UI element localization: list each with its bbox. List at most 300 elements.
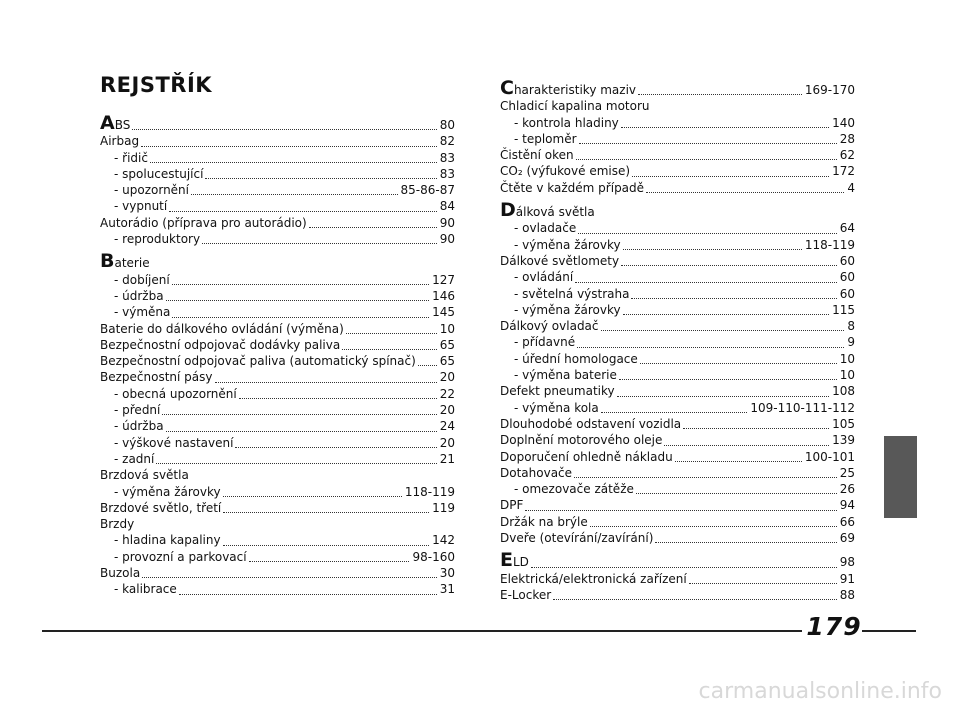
entry-label (100, 353, 416, 369)
entry-label (100, 418, 164, 434)
dot-leader (531, 566, 837, 568)
entry-text: Čistění oken (500, 148, 574, 163)
entry-text: - vypnutí (114, 199, 168, 214)
entry-text: - výměna žárovky (514, 302, 621, 317)
section-initial: C (500, 77, 514, 99)
section-initial: D (500, 199, 516, 222)
entry-label (500, 481, 634, 497)
entry-label (500, 115, 619, 131)
entry-text: - údržba (114, 288, 164, 303)
index-subentry (500, 351, 855, 367)
entry-text: Bezpečnostní odpojovač paliva (automatický spínač) (100, 354, 416, 369)
entry-page: 4 (847, 180, 855, 195)
dot-leader (655, 541, 836, 543)
entry-label (500, 334, 575, 350)
entry-page: 26 (839, 482, 855, 497)
dot-leader (239, 397, 437, 399)
entry-label (100, 182, 189, 198)
entry-page: 9 (847, 335, 855, 350)
entry-page: 65 (439, 354, 455, 369)
dot-leader (638, 93, 802, 95)
index-subentry (500, 481, 855, 497)
entry-page: 115 (832, 302, 855, 317)
entry-text: - údržba (114, 419, 164, 434)
entry-page: 20 (439, 370, 455, 385)
index-entry (100, 321, 455, 337)
index-subentry (100, 150, 455, 166)
index-subentry (100, 166, 455, 182)
dot-leader (621, 126, 829, 128)
index-subentry (100, 304, 455, 320)
dot-leader (579, 142, 837, 144)
entry-text: Baterie do dálkového ovládání (výměna) (100, 321, 344, 336)
entry-text: Čtěte v každém případě (500, 180, 645, 195)
entry-text: - výměna (114, 305, 171, 320)
entry-page: 80 (439, 118, 455, 132)
entry-text: - zadní (114, 451, 155, 466)
dot-leader (601, 329, 845, 331)
dot-leader (576, 158, 837, 160)
entry-label (500, 587, 551, 603)
entry-label (100, 532, 221, 548)
index-entry (100, 565, 455, 581)
entry-label (500, 318, 599, 334)
index-title: REJSTŘÍK (100, 73, 213, 97)
entry-text: - dobíjení (114, 272, 170, 287)
entry-label (100, 272, 170, 288)
index-entry (100, 133, 455, 149)
entry-label (500, 367, 617, 383)
entry-page: 146 (432, 288, 455, 303)
dot-leader (223, 511, 429, 513)
index-subentry (500, 220, 855, 236)
entry-label (100, 166, 203, 182)
dot-leader (191, 193, 398, 195)
index-entry (100, 337, 455, 353)
dot-leader (172, 316, 429, 318)
entry-page: 90 (439, 232, 455, 247)
dot-leader (309, 226, 437, 228)
dot-leader (617, 395, 829, 397)
index-subentry (500, 400, 855, 416)
index-subentry (100, 288, 455, 304)
section-gap (100, 247, 455, 255)
entry-label (100, 369, 213, 385)
entry-text: Elektrická/elektronická zařízení (500, 571, 687, 586)
entry-label (500, 497, 523, 513)
section-initial: A (100, 112, 115, 134)
entry-page: 31 (439, 582, 455, 597)
entry-text: - provozní a parkovací (114, 549, 247, 564)
entry-label (500, 549, 529, 572)
entry-page: 69 (839, 531, 855, 546)
entry-label (100, 337, 340, 353)
dot-leader (156, 462, 436, 464)
entry-text: Dálkový ovladač (500, 319, 599, 334)
entry-text: Brzdy (100, 517, 135, 532)
entry-page: 118-119 (404, 484, 455, 499)
dot-leader (664, 444, 829, 446)
dot-leader (683, 427, 829, 429)
entry-text: Chladicí kapalina motoru (500, 99, 650, 114)
entry-page: 65 (439, 337, 455, 352)
entry-label (500, 199, 595, 222)
dot-leader (646, 191, 844, 193)
entry-label (100, 581, 177, 597)
entry-page: 60 (839, 286, 855, 301)
dot-leader (179, 593, 437, 595)
index-subentry (100, 182, 455, 198)
index-entry (500, 163, 855, 179)
index-entry (100, 467, 455, 483)
entry-page: 60 (839, 253, 855, 268)
dot-leader (575, 281, 837, 283)
dot-leader (619, 378, 837, 380)
entry-page: 10 (839, 351, 855, 366)
index-entry (500, 465, 855, 481)
entry-label (500, 163, 630, 179)
entry-label (500, 571, 687, 587)
entry-label (500, 416, 681, 432)
entry-page: 140 (832, 115, 855, 130)
index-entry (100, 353, 455, 369)
dot-leader (418, 364, 437, 366)
index-entry (500, 587, 855, 603)
entry-page: 82 (439, 134, 455, 149)
entry-label (100, 484, 221, 500)
entry-label (100, 321, 344, 337)
index-subentry (500, 131, 855, 147)
entry-page: 64 (839, 221, 855, 236)
entry-label (100, 549, 247, 565)
entry-page: 100-101 (804, 449, 855, 464)
entry-label (500, 131, 577, 147)
entry-text: Dlouhodobé odstavení vozidla (500, 416, 682, 431)
dot-leader (166, 430, 437, 432)
dot-leader (525, 509, 836, 511)
dot-leader (601, 411, 748, 413)
entry-page: 91 (839, 571, 855, 586)
entry-text: Autorádio (příprava pro autorádio) (100, 215, 307, 230)
entry-label (100, 386, 237, 402)
entry-label (100, 516, 134, 532)
entry-page: 84 (439, 199, 455, 214)
entry-text: Brzdové světlo, třetí (100, 500, 222, 515)
entry-page: 24 (439, 419, 455, 434)
entry-label (500, 465, 572, 481)
entry-page: 169-170 (804, 83, 855, 97)
entry-text: Dotahovače (500, 465, 573, 480)
index-subentry (100, 581, 455, 597)
entry-text: CO₂ (výfukové emise) (500, 164, 631, 179)
entry-label (500, 253, 619, 269)
entry-text: Doplnění motorového oleje (500, 433, 663, 448)
entry-text: - teploměr (514, 131, 577, 146)
entry-label (500, 400, 599, 416)
index-subentry (500, 334, 855, 350)
index-entry (100, 250, 455, 273)
watermark: carmanualsonline.info (698, 679, 942, 704)
dot-leader (640, 362, 837, 364)
entry-label (500, 237, 621, 253)
index-subentry (500, 115, 855, 131)
entry-text: Brzdová světla (100, 468, 189, 483)
index-entry (500, 383, 855, 399)
entry-label (100, 288, 164, 304)
entry-text: - hladina kapaliny (114, 533, 221, 548)
dot-leader (172, 283, 429, 285)
index-entry (100, 500, 455, 516)
entry-text: Dveře (otevírání/zavírání) (500, 531, 654, 546)
index-entry (500, 253, 855, 269)
entry-page: 30 (439, 566, 455, 581)
index-subentry (100, 402, 455, 418)
entry-label (500, 77, 637, 99)
dot-leader (162, 413, 436, 415)
entry-page: 21 (439, 451, 455, 466)
page-number: 179 (806, 612, 862, 641)
entry-page: 28 (839, 131, 855, 146)
dot-leader (636, 492, 837, 494)
index-entry (500, 318, 855, 334)
entry-text: - přídavné (514, 335, 576, 350)
dot-leader (553, 598, 837, 600)
index-entry (100, 215, 455, 231)
entry-text: aterie (114, 256, 150, 271)
entry-text: harakteristiky maziv (513, 83, 637, 97)
dot-leader (141, 145, 437, 147)
index-entry (500, 147, 855, 163)
entry-text: - reproduktory (114, 232, 201, 247)
index-entry (500, 98, 855, 114)
entry-text: - spolucestující (114, 166, 204, 181)
dot-leader (169, 210, 437, 212)
dot-leader (249, 560, 410, 562)
entry-text: DPF (500, 498, 524, 513)
index-subentry (100, 532, 455, 548)
dot-leader (689, 582, 837, 584)
entry-text: - obecná upozornění (114, 386, 237, 401)
entry-label (500, 180, 644, 196)
index-entry (500, 432, 855, 448)
entry-page: 62 (839, 148, 855, 163)
dot-leader (132, 128, 436, 130)
entry-label (500, 449, 673, 465)
entry-text: - ovládání (514, 270, 574, 285)
entry-label (100, 198, 167, 214)
entry-text: - úřední homologace (514, 351, 638, 366)
entry-label (100, 231, 200, 247)
index-entry (500, 549, 855, 572)
index-subentry (100, 198, 455, 214)
index-subentry (100, 418, 455, 434)
entry-text: - výškové nastavení (114, 435, 234, 450)
dot-leader (574, 476, 837, 478)
entry-page: 60 (839, 270, 855, 285)
entry-label (500, 98, 650, 114)
index-subentry (100, 386, 455, 402)
dot-leader (631, 297, 836, 299)
footer-rule-left (42, 630, 802, 632)
dot-leader (342, 348, 437, 350)
entry-text: Defekt pneumatiky (500, 384, 615, 399)
entry-label (100, 402, 160, 418)
footer-rule-right (862, 630, 916, 632)
entry-label (500, 302, 621, 318)
index-entry (500, 530, 855, 546)
index-entry (100, 369, 455, 385)
section-gap (500, 546, 855, 554)
index-subentry (100, 451, 455, 467)
entry-page: 83 (439, 150, 455, 165)
entry-page: 118-119 (804, 237, 855, 252)
entry-text: Bezpečnostní pásy (100, 370, 213, 385)
dot-leader (577, 346, 844, 348)
index-entry (500, 416, 855, 432)
index-subentry (500, 269, 855, 285)
index-entry (500, 497, 855, 513)
entry-page: 105 (832, 416, 855, 431)
dot-leader (590, 525, 837, 527)
index-subentry (100, 435, 455, 451)
entry-text: Dálkové světlomety (500, 253, 620, 268)
index-column-right (500, 77, 855, 603)
entry-label (500, 220, 576, 236)
dot-leader (632, 175, 829, 177)
entry-text: - výměna kola (514, 400, 599, 415)
entry-label (500, 269, 573, 285)
index-subentry (500, 367, 855, 383)
entry-text: BS (114, 118, 131, 132)
entry-label (500, 432, 662, 448)
entry-text: Airbag (100, 134, 140, 149)
entry-page: 98 (839, 555, 855, 570)
entry-label (100, 565, 140, 581)
entry-label (500, 530, 653, 546)
entry-page: 139 (832, 433, 855, 448)
entry-label (100, 112, 131, 134)
dot-leader (675, 460, 802, 462)
entry-label (500, 514, 588, 530)
entry-label (100, 150, 148, 166)
entry-text: - upozornění (114, 183, 189, 198)
index-subentry (100, 484, 455, 500)
dot-leader (166, 299, 430, 301)
entry-text: - výměna baterie (514, 368, 617, 383)
entry-text: LD (512, 555, 529, 570)
entry-page: 20 (439, 403, 455, 418)
dot-leader (578, 232, 836, 234)
entry-text: Doporučení ohledně nákladu (500, 449, 673, 464)
entry-page: 10 (839, 368, 855, 383)
dot-leader (223, 495, 402, 497)
dot-leader (223, 544, 429, 546)
index-entry (500, 199, 855, 222)
entry-page: 8 (847, 319, 855, 334)
entry-text: álková světla (515, 205, 595, 220)
dot-leader (142, 576, 437, 578)
entry-text: - kontrola hladiny (514, 115, 619, 130)
index-entry (500, 514, 855, 530)
entry-text: - výměna žárovky (514, 237, 621, 252)
entry-page: 119 (432, 500, 455, 515)
dot-leader (621, 264, 837, 266)
entry-page: 108 (832, 384, 855, 399)
entry-text: E-Locker (500, 587, 552, 602)
entry-label (500, 351, 638, 367)
index-entry (500, 180, 855, 196)
entry-page: 85-86-87 (400, 183, 455, 198)
entry-text: Buzola (100, 566, 141, 581)
index-subentry (500, 286, 855, 302)
dot-leader (202, 242, 437, 244)
entry-page: 66 (839, 514, 855, 529)
entry-label (100, 133, 139, 149)
entry-label (100, 451, 154, 467)
entry-page: 172 (832, 164, 855, 179)
dot-leader (623, 248, 802, 250)
section-initial: E (500, 549, 513, 572)
entry-text: - řidič (114, 150, 148, 165)
entry-page: 88 (839, 587, 855, 602)
index-subentry (500, 302, 855, 318)
dot-leader (346, 332, 437, 334)
section-tab (884, 436, 917, 518)
entry-label (100, 435, 233, 451)
index-entry (100, 112, 455, 134)
index-subentry (100, 272, 455, 288)
entry-text: Bezpečnostní odpojovač dodávky paliva (100, 337, 341, 352)
entry-page: 90 (439, 215, 455, 230)
index-subentry (100, 231, 455, 247)
entry-label (500, 383, 615, 399)
section-initial: B (100, 250, 115, 273)
entry-text: - omezovače zátěže (514, 482, 634, 497)
entry-page: 10 (439, 321, 455, 336)
entry-page: 142 (432, 533, 455, 548)
index-entry (100, 516, 455, 532)
entry-page: 20 (439, 435, 455, 450)
dot-leader (235, 446, 436, 448)
entry-page: 83 (439, 166, 455, 181)
dot-leader (150, 161, 437, 163)
entry-page: 94 (839, 498, 855, 513)
index-entry (500, 77, 855, 99)
entry-label (500, 147, 574, 163)
entry-page: 145 (432, 305, 455, 320)
entry-label (100, 304, 170, 320)
index-subentry (100, 549, 455, 565)
entry-page: 22 (439, 386, 455, 401)
entry-text: - světelná výstraha (514, 286, 630, 301)
entry-label (100, 500, 221, 516)
index-entry (500, 449, 855, 465)
entry-label (500, 286, 629, 302)
dot-leader (205, 177, 436, 179)
entry-text: - kalibrace (114, 582, 177, 597)
index-entry (500, 571, 855, 587)
entry-text: - výměna žárovky (114, 484, 221, 499)
entry-page: 25 (839, 465, 855, 480)
entry-page: 109-110-111-112 (750, 400, 855, 415)
index-subentry (500, 237, 855, 253)
entry-label (100, 467, 189, 483)
entry-page: 127 (432, 272, 455, 287)
dot-leader (215, 381, 437, 383)
entry-label (100, 215, 307, 231)
entry-text: - ovladače (514, 221, 577, 236)
index-column-left (100, 112, 455, 598)
